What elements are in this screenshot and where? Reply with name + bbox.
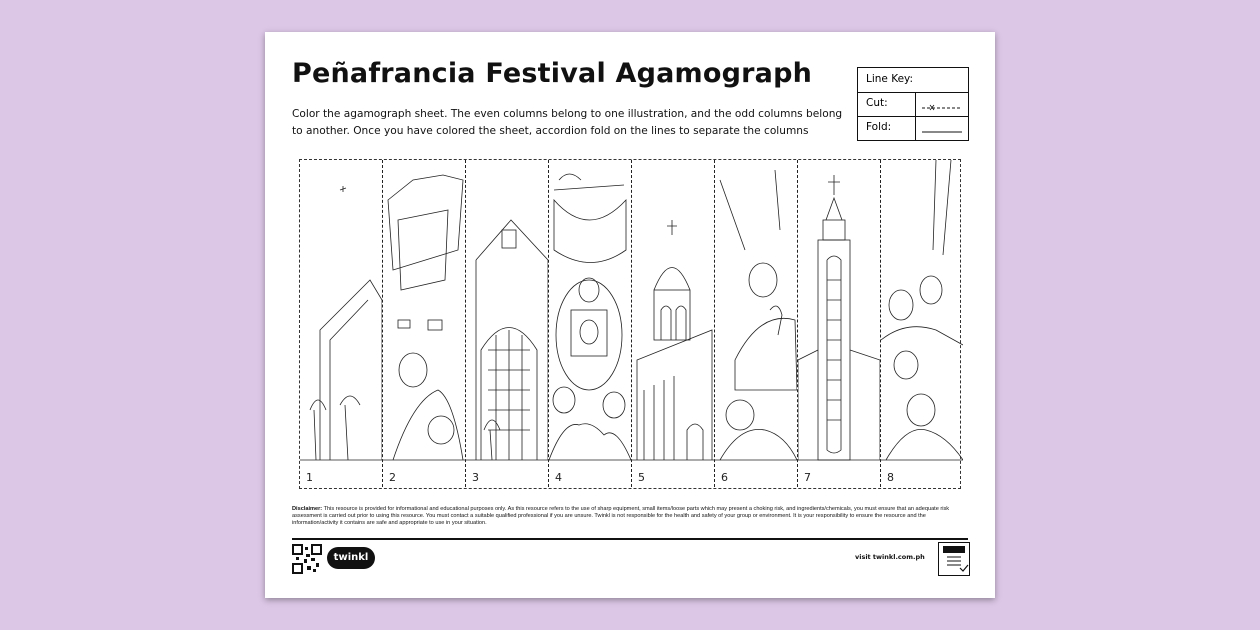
line-key-box (857, 67, 969, 141)
strip-illustration-devotee-crowd (715, 160, 797, 487)
strip-7 (798, 160, 880, 487)
strip-1 (300, 160, 382, 487)
line-key-divider (915, 92, 916, 116)
website-link[interactable]: visit twinkl.com.ph (855, 553, 925, 561)
qr-code-icon[interactable] (292, 544, 322, 574)
strip-4 (549, 160, 631, 487)
line-key-heading: Line Key: (866, 73, 914, 85)
strip-6 (715, 160, 797, 487)
worksheet-page (265, 32, 995, 598)
strip-illustration-procession-people (881, 160, 963, 487)
line-key-heading-row (858, 68, 968, 93)
strip-number: 5 (638, 471, 645, 484)
strip-number: 2 (389, 471, 396, 484)
strip-8 (881, 160, 963, 487)
strip-illustration-church-dome (632, 160, 714, 487)
line-key-cut-row (858, 92, 968, 117)
strip-number: 6 (721, 471, 728, 484)
twinkl-logo: twinkl (327, 547, 375, 569)
footer-divider (292, 538, 968, 540)
strip-number: 4 (555, 471, 562, 484)
line-key-cut-label: Cut: (866, 97, 888, 109)
strip-number: 8 (887, 471, 894, 484)
cut-line-sample-icon (922, 104, 962, 112)
strip-3 (466, 160, 548, 487)
disclaimer-text: This resource is provided for informational and educational purposes only. As this resource refers to the use of sharp equipment, small items/loose parts which may present a choking risk, and ingredients/chemicals, you must ensure that an adequate risk assessment is carried out prior to using this resource. You must contact a suitable qualified professional if you are unsure. Twinkl is not responsible for the health and safety of your group or environment. It is your responsibility to ensure the resource and the information/activity it contains are safe and appropriate to use in your situation. (292, 506, 950, 527)
strip-illustration-church-facade (300, 160, 382, 487)
line-key-divider (915, 116, 916, 140)
line-key-fold-label: Fold: (866, 121, 892, 133)
strip-illustration-bell-tower (798, 160, 880, 487)
strip-number: 7 (804, 471, 811, 484)
quality-badge-icon (938, 542, 970, 576)
strip-illustration-cathedral-window (466, 160, 548, 487)
line-key-fold-row (858, 116, 968, 140)
fold-line-sample-icon (922, 128, 962, 136)
page-title: Peñafrancia Festival Agamograph (292, 58, 813, 89)
strip-5 (632, 160, 714, 487)
strip-2 (383, 160, 465, 487)
instructions-text: Color the agamograph sheet. The even columns belong to one illustration, and the odd columns belong to another. Once you have colored the sheet, accordion fold on the lines to separate the columns (292, 108, 843, 137)
disclaimer-label: Disclaimer: (292, 506, 323, 512)
strip-illustration-crowd-with-cameras (383, 160, 465, 487)
strip-number: 3 (472, 471, 479, 484)
agamograph-strips (299, 159, 961, 489)
disclaimer (292, 506, 972, 528)
strip-number: 1 (306, 471, 313, 484)
strip-illustration-religious-banner (549, 160, 631, 487)
